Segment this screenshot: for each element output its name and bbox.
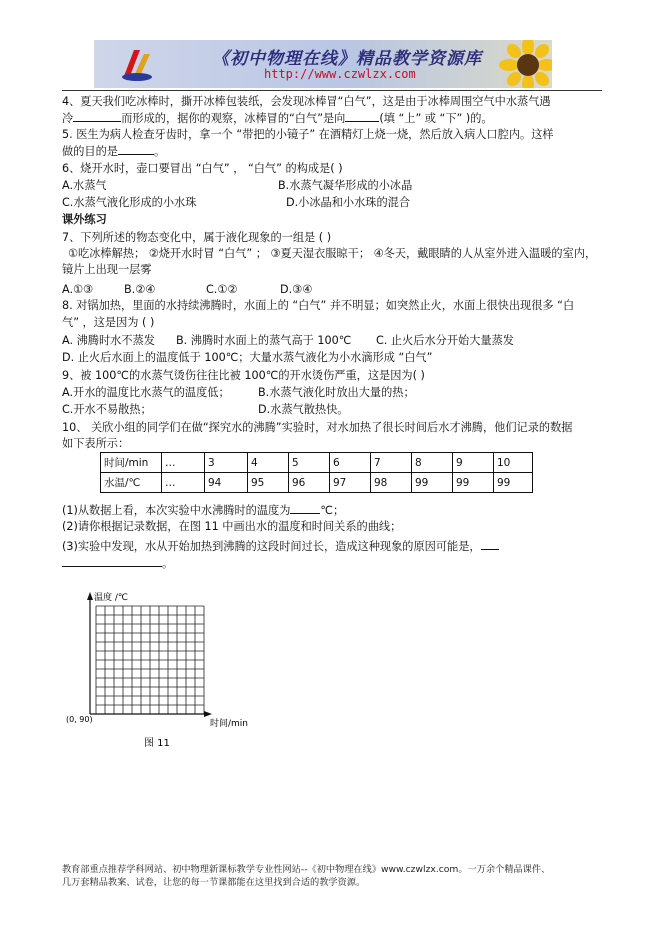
- origin-label: (0, 90): [66, 715, 93, 724]
- q4-text-c: (填 “上” 或 “下” )的。: [379, 112, 493, 125]
- figure-caption: 图 11: [144, 738, 170, 749]
- table-cell: …: [162, 473, 205, 493]
- table-cell: 时间/min: [101, 453, 162, 473]
- q10-line2: 如下表所示：: [62, 437, 130, 450]
- q10-blank-1[interactable]: [290, 502, 320, 514]
- table-cell: 97: [330, 473, 371, 493]
- q10-blank-3[interactable]: [62, 555, 162, 567]
- q7-items-cont: 镜片上出现一层雾: [62, 263, 152, 276]
- q7-option-d: D.③④: [280, 283, 313, 296]
- y-axis-label: 温度 /℃: [94, 593, 129, 603]
- q5-line1: 5. 医生为病人检查牙齿时，拿一个 “带把的小镜子” 在酒精灯上烧一烧，然后放入病人口腔内。这样: [62, 128, 554, 141]
- sunflower-icon: [498, 40, 552, 88]
- table-cell: 96: [289, 473, 330, 493]
- table-cell: 6: [330, 453, 371, 473]
- q4-blank-2[interactable]: [345, 110, 379, 122]
- header-rule: [62, 90, 602, 91]
- table-cell: 95: [248, 473, 289, 493]
- table-cell: 98: [371, 473, 412, 493]
- q7-option-c: C.①②: [206, 283, 238, 296]
- q9-option-c: C.开水不易散热；: [62, 403, 152, 416]
- q10-sub2: (2)请你根据记录数据，在图 11 中画出水的温度和时间关系的曲线；: [62, 520, 402, 533]
- q4-text-a: 冷: [62, 112, 74, 125]
- footer-line2: 几万套精品教案、试卷，让您的每一节课都能在这里找到合适的教学资源。: [62, 877, 366, 888]
- y-axis-arrow-icon: [87, 592, 93, 600]
- data-table: [100, 452, 533, 493]
- q8-line2: 气” ，这是因为 ( ): [62, 316, 155, 329]
- q6-stem: 6、烧开水时，壶口要冒出 “白气” ， “白气” 的构成是( ): [62, 162, 343, 175]
- q10-line1: 10、 关欣小组的同学们在做“探究水的沸腾”实验时，对水加热了很长时间后水才沸腾，他们记录的数据: [62, 421, 573, 434]
- q4-text-b: 而形成的，据你的观察，冰棒冒的“白气”是向: [121, 112, 346, 125]
- q9-option-d: D.水蒸气散热快。: [258, 403, 349, 416]
- q6-option-b: B.水蒸气凝华形成的小冰晶: [278, 179, 413, 192]
- q7-option-b: B.②④: [124, 283, 156, 296]
- q10-sub3-end: 。: [162, 557, 174, 570]
- q5-blank[interactable]: [118, 143, 154, 155]
- table-row: [101, 473, 533, 493]
- section-heading: 课外练习: [62, 213, 107, 226]
- q6-option-d: D.小冰晶和小水珠的混合: [286, 196, 411, 209]
- table-cell: 9: [453, 453, 494, 473]
- q10-sub3-cont: [62, 555, 173, 571]
- x-axis-arrow-icon: [204, 711, 212, 717]
- q9-option-a: A.开水的温度比水蒸气的温度低；: [62, 386, 230, 399]
- table-cell: 7: [371, 453, 412, 473]
- footer: [62, 863, 602, 889]
- q7-option-a: A.①③: [62, 283, 94, 296]
- q8-option-a: A. 沸腾时水不蒸发: [62, 334, 155, 347]
- figure-11-grid: [60, 588, 270, 756]
- q7-stem: 7、下列所述的物态变化中，属于液化现象的一组是 ( ): [62, 231, 332, 244]
- banner-url[interactable]: http://www.czwlzx.com: [264, 67, 416, 81]
- table-cell: 99: [453, 473, 494, 493]
- table-cell: 10: [494, 453, 533, 473]
- q8-option-d: D. 止火后水面上的温度低于 100℃；大量水蒸气液化为小水滴形成 “白气”: [62, 351, 433, 364]
- q4-line1: 4、夏天我们吃冰棒时，撕开冰棒包装纸，会发现冰棒冒“白气”，这是由于冰棒周围空气中水蒸气遇: [62, 95, 551, 108]
- table-cell: 8: [412, 453, 453, 473]
- q6-option-c: C.水蒸气液化形成的小水珠: [62, 196, 197, 209]
- table-cell: 水温/℃: [101, 473, 162, 493]
- q10-sub1-unit: ℃；: [320, 504, 345, 517]
- table-row: [101, 453, 533, 473]
- q10-sub1: [62, 502, 344, 518]
- header-banner: [94, 40, 552, 88]
- site-logo-icon: [120, 46, 154, 82]
- table-cell: 3: [205, 453, 248, 473]
- q9-stem: 9、被 100℃的水蒸气烫伤往往比被 100℃的开水烫伤严重，这是因为( ): [62, 369, 425, 382]
- table-cell: 99: [412, 473, 453, 493]
- table-cell: 99: [494, 473, 533, 493]
- footer-line1: 教育部重点推荐学科网站、初中物理新课标教学专业性网站--《初中物理在线》www.czwlzx.com。一万余个精品课件、: [62, 864, 551, 875]
- q4-line2: [62, 110, 493, 126]
- table-cell: 5: [289, 453, 330, 473]
- q9-option-b: B.水蒸气液化时放出大量的热；: [258, 386, 415, 399]
- x-axis-label: 时间/min: [210, 719, 249, 729]
- q5-text-b: 。: [153, 145, 166, 158]
- q8-option-c: C. 止火后水分开始大量蒸发: [376, 334, 514, 347]
- table-cell: …: [162, 453, 205, 473]
- q10-sub3: [62, 538, 499, 554]
- q10-blank-2[interactable]: [481, 538, 499, 550]
- q4-blank-1[interactable]: [73, 110, 121, 122]
- q8-line1: 8. 对锅加热，里面的水持续沸腾时，水面上的 “白气” 并不明显；如突然止火，水面上很快出现很多 “白: [62, 299, 575, 312]
- q10-sub3-text: (3)实验中发现，水从开始加热到沸腾的这段时间过长，造成这种现象的原因可能是，: [62, 540, 481, 553]
- q10-sub1-text: (1)从数据上看，本次实验中水沸腾时的温度为: [62, 504, 291, 517]
- q6-option-a: A.水蒸气: [62, 179, 107, 192]
- table-cell: 94: [205, 473, 248, 493]
- q5-text-a: 做的目的是: [62, 145, 118, 158]
- banner-title: 《初中物理在线》精品教学资源库: [212, 49, 482, 69]
- q5-line2: [62, 143, 165, 159]
- table-cell: 4: [248, 453, 289, 473]
- q8-option-b: B. 沸腾时水面上的蒸气高于 100℃: [176, 334, 352, 347]
- q7-items: ①吃冰棒解热； ②烧开水时冒 “白气” ； ③夏天湿衣服晾干； ④冬天，戴眼睛的人从室外进入温暖的室内，: [68, 247, 597, 260]
